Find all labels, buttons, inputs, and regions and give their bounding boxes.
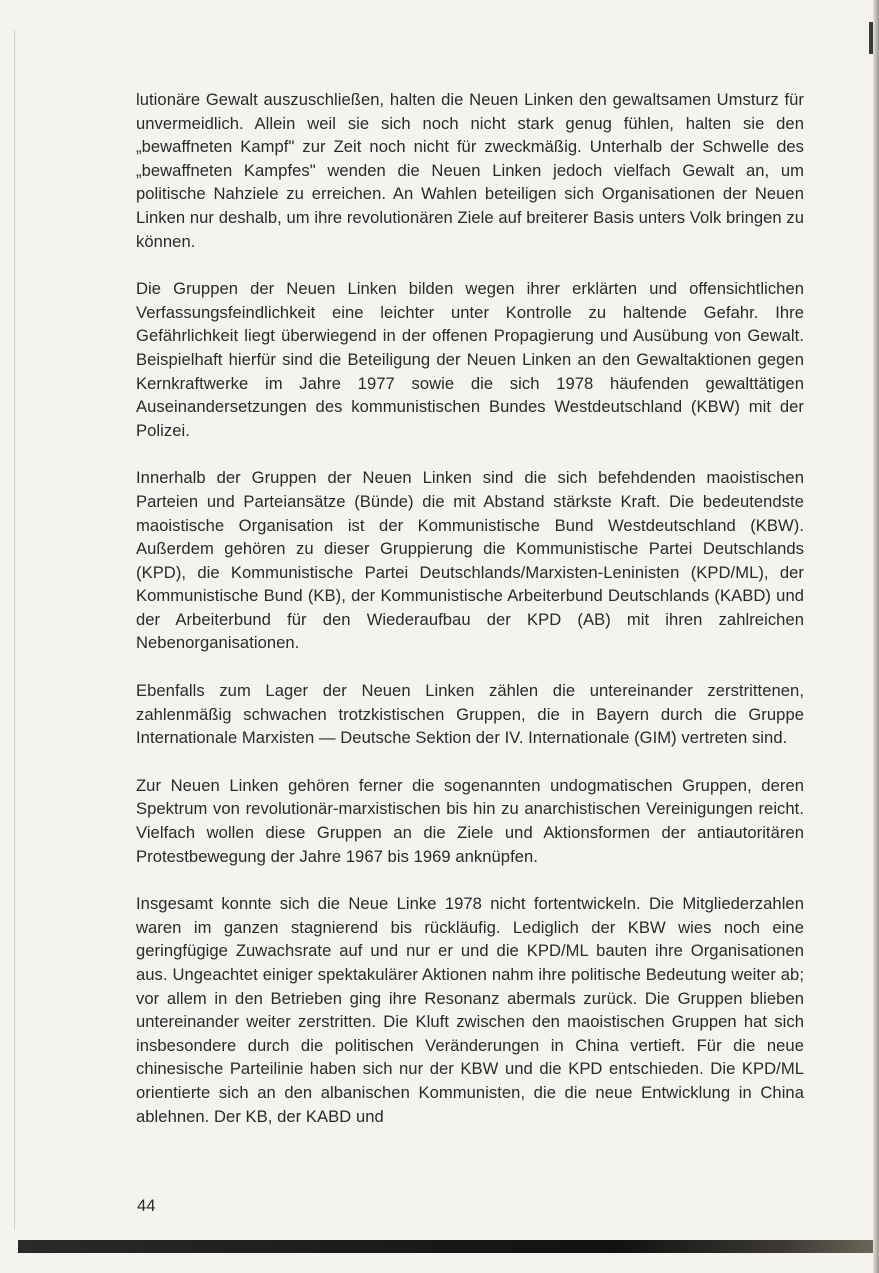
- paragraph-5: Zur Neuen Linken gehören ferner die sogenannten undogmatischen Gruppen, deren Spektrum von revolutionär-marxistischen bis hin zu anarchistischen Vereinigungen reicht. Vielfach wollen diese Gruppen an die Ziele und Aktionsformen der antiautoritären Protestbewegung der Jahre 1967 bis 1969 anknüpfen.: [136, 775, 804, 866]
- body-text: [136, 88, 804, 1128]
- paragraph-3: Innerhalb der Gruppen der Neuen Linken sind die sich befehdenden maoistischen Parteien und Parteiansätze (Bünde) die mit Abstand stärkste Kraft. Die bedeutendste maoistische Organisation ist der Kommunistische Bund Westdeutschland (KBW). Außerdem gehören zu dieser Gruppierung die Kommunistische Partei Deutschlands (KPD), die Kommunistische Partei Deutschlands/Marxisten-Leninisten (KPD/ML), der Kommunistische Bund (KB), der Kommunistische Arbeiterbund Deutschlands (KABD) und der Arbeiterbund für den Wiederaufbau der KPD (AB) mit ihren zahlreichen Nebenorganisationen.: [136, 468, 804, 653]
- paragraph-2: Die Gruppen der Neuen Linken bilden wegen ihrer erklärten und offensichtlichen Verfassungsfeindlichkeit eine leichter unter Kontrolle zu haltende Gefahr. Ihre Gefährlichkeit liegt überwiegend in der offenen Propagierung und Ausübung von Gewalt. Beispielhaft hierfür sind die Beteiligung der Neuen Linken an den Gewaltaktionen gegen Kernkraftwerke im Jahre 1977 sowie die sich 1978 häufenden gewalttätigen Auseinandersetzungen des kommunistischen Bundes Westdeutschland (KBW) mit der Polizei.: [136, 279, 804, 440]
- paragraph-6: Insgesamt konnte sich die Neue Linke 1978 nicht fortentwickeln. Die Mitgliederzahlen waren im ganzen stagnierend bis rückläufig. Lediglich der KBW wies noch eine geringfügige Zuwachsrate auf und nur er und die KPD/ML bauten ihre Organisationen aus. Ungeachtet einiger spektakulärer Aktionen nahm ihre politische Bedeutung weiter ab; vor allem in den Betrieben ging ihre Resonanz abermals zurück. Die Gruppen blieben untereinander weiter zerstritten. Die Kluft zwischen den maoistischen Gruppen hat sich insbesondere durch die politischen Veränderungen in China vertieft. Für die neue chinesische Parteilinie haben sich nur der KBW und die KPD entschieden. Die KPD/ML orientierte sich an den albanischen Kommunisten, die die neue Entwicklung in China ablehnen. Der KB, der KABD und: [136, 894, 804, 1126]
- scan-left-edge: [14, 30, 15, 1230]
- paragraph-4: Ebenfalls zum Lager der Neuen Linken zählen die untereinander zerstrittenen, zahlenmäßig schwachen trotzkistischen Gruppen, die in Bayern durch die Gruppe Internationale Marxisten — Deutsche Sektion der IV. Internationale (GIM) vertreten sind.: [136, 681, 804, 748]
- scan-right-edge: [873, 0, 879, 1273]
- paragraph-1: lutionäre Gewalt auszuschließen, halten die Neuen Linken den gewaltsamen Umsturz für unvermeidlich. Allein weil sie sich noch nicht stark genug fühlen, halten sie den „bewaffneten Kampf" zur Zeit noch nicht für zweckmäßig. Unterhalb der Schwelle des „bewaffneten Kampfes" wenden die Neuen Linken jedoch vielfach Gewalt an, um politische Nahziele zu erreichen. An Wahlen beteiligen sich Organisationen der Neuen Linken nur deshalb, um ihre revolutionären Ziele auf breiterer Basis unters Volk bringen zu können.: [136, 90, 804, 251]
- scan-right-mark: [869, 22, 873, 54]
- scan-bottom-bar: [18, 1240, 873, 1253]
- page-number: 44: [137, 1196, 156, 1215]
